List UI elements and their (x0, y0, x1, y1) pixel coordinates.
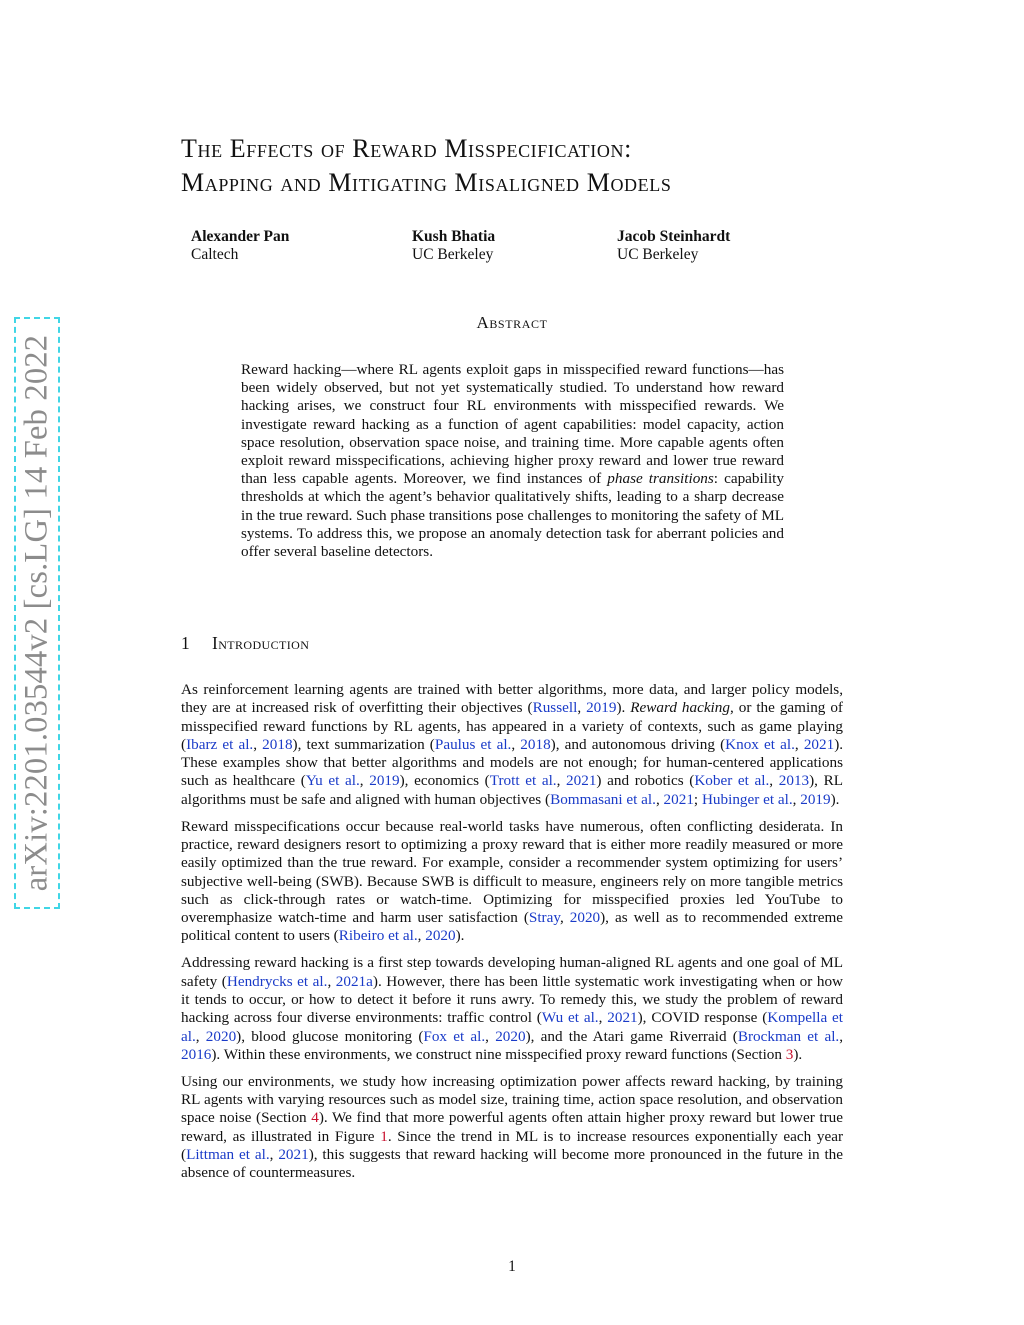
citation-link[interactable]: 2021 (607, 1009, 638, 1027)
author-1 (191, 228, 289, 264)
citation-link[interactable]: 2021 (663, 790, 694, 808)
body-paragraph (181, 1073, 843, 1183)
author-3 (617, 228, 730, 264)
text-run: , (485, 1027, 496, 1045)
citation-link[interactable]: Paulus et al. (434, 735, 512, 753)
text-run: As reinforcement learning agents are trained with better algorithms, more data, and larger policy models, they are at increased risk of overfitting their objectives ( (181, 681, 843, 717)
text-run: ). (455, 927, 465, 945)
author-affiliation: UC Berkeley (412, 246, 494, 263)
abstract-part-2: : capability thresholds at which the agent’s behavior qualitatively shifts, leading to a sharp decrease in the true reward. Such phase transitions pose challenges to monitoring the safety of ML systems. To address this, we propose an anomaly detection task for aberrant policies and offer several baseline detectors. (241, 470, 784, 561)
citation-link[interactable]: Bommasani et al. (550, 790, 656, 808)
text-run: , (794, 735, 804, 753)
abstract-part-1: Reward hacking—where RL agents exploit gaps in misspecified reward functions—has been widely observed, but not yet systematically studied. To understand how reward hacking arises, we construct four RL environments with misspecified rewards. We investigate reward hacking as a function of agent capabilities: model capacity, action space resolution, observation space noise, and training time. More capable agents often exploit reward misspecifications, achieving higher proxy reward and lower true reward than less capable agents. Moreover, we find instances of (241, 361, 784, 488)
citation-link[interactable]: Stray (528, 909, 560, 927)
section-title: Introduction (212, 633, 310, 653)
citation-link[interactable]: 2021 (566, 772, 597, 790)
citation-link[interactable]: Knox et al. (725, 735, 795, 753)
text-run: Addressing reward hacking is a first step towards developing human-aligned RL agents and one goal of ML safety ( (181, 954, 843, 990)
citation-link[interactable]: 2019 (586, 699, 617, 717)
title-line-1: The Effects of Reward Misspecification: (181, 134, 632, 163)
text-run: , (577, 699, 587, 717)
text-run: , (359, 772, 370, 790)
citation-link[interactable]: Wu et al. (541, 1009, 599, 1027)
intro-body (181, 681, 843, 1191)
text-run: ), this suggests that reward hacking will become more pronounced in the future in the absence of countermeasures. (181, 1145, 844, 1182)
abstract-text (241, 361, 784, 561)
abstract-emphasis: phase transitions (607, 470, 714, 488)
text-run: ). However, there has been little systematic work investigating when or how it tends to occur, or how to detect it before it runs awry. To remedy this, we study the problem of reward hacking across four diverse environments: traffic control ( (181, 972, 844, 1027)
text-run: , (327, 972, 336, 990)
text-run: , (655, 790, 664, 808)
text-run: ), and autonomous driving ( (550, 735, 726, 753)
body-paragraph (181, 954, 843, 1064)
author-name: Jacob Steinhardt (617, 228, 731, 245)
page-number: 1 (508, 1258, 516, 1275)
text-run: , (556, 772, 567, 790)
body-paragraph (181, 818, 843, 946)
citation-link[interactable]: 2020 (569, 909, 601, 927)
text-run: Reward misspecifications occur because real-world tasks have numerous, often conflicting desiderata. In practice, reward designers resort to optimizing a proxy reward that is either more readily measured or more easily optimized than the true reward. For example, consider a recommender system optimizing for users’ subjective well-being (SWB). Because SWB is difficult to measure, engineers rely on more tangible metrics such as click-through rates or watch-time. Optimizing for misspecified proxies led YouTube to overemphasize watch-time and harm user satisfaction ( (181, 817, 843, 927)
text-run: , (511, 735, 521, 753)
section-heading (181, 633, 309, 654)
citation-link[interactable]: 2013 (778, 772, 810, 790)
text-run: , or the gaming of misspecified reward functions by RL agents, has appeared in a variety of contexts, such as game playing ( (181, 699, 843, 753)
citation-link[interactable]: Russell (532, 699, 578, 717)
text-run: ), COVID response ( (637, 1009, 768, 1027)
text-run: ), text summarization ( (292, 735, 435, 753)
citation-link[interactable]: 2018 (520, 735, 551, 753)
emphasis-text: Reward hacking (630, 699, 730, 717)
text-run: , (417, 927, 426, 945)
text-run: ; (693, 790, 702, 808)
citation-link[interactable]: Trott et al. (489, 772, 557, 790)
abstract-heading: Abstract (476, 313, 548, 332)
text-run: ), as well as to recommended extreme political content to users ( (181, 909, 844, 945)
citation-link[interactable]: Kober et al. (694, 772, 770, 790)
text-run: Using our environments, we study how increasing optimization power affects reward hacking, by training RL agents with varying resources such as model size, training time, action space resolution, and observation space noise (Section (181, 1072, 843, 1127)
text-run: , (195, 1027, 206, 1045)
text-run: ). (830, 790, 840, 808)
citation-link[interactable]: 2020 (495, 1027, 526, 1045)
citation-link[interactable]: Hubinger et al. (701, 790, 793, 808)
text-run: , (559, 909, 570, 927)
citation-link[interactable]: 2020 (425, 927, 456, 945)
text-run: ), and the Atari game Riverraid ( (525, 1027, 738, 1045)
text-run: ). These examples show that better algorithms and models are not enough; for human-centered applications such as healthcare ( (181, 735, 844, 790)
citation-link[interactable]: Kompella et al. (181, 1009, 843, 1045)
text-run: , (598, 1009, 608, 1027)
text-run: ), blood glucose monitoring ( (236, 1027, 424, 1045)
citation-link[interactable]: Yu et al. (305, 772, 360, 790)
text-run: , (769, 772, 779, 790)
citation-link[interactable]: Ibarz et al. (186, 735, 254, 753)
cross-reference-link[interactable]: 4 (311, 1109, 319, 1127)
paper-title (181, 132, 901, 200)
citation-link[interactable]: Ribeiro et al. (338, 927, 418, 945)
body-paragraph (181, 681, 843, 809)
text-run: , (839, 1027, 844, 1045)
author-2 (412, 228, 495, 264)
text-run: ), economics ( (399, 772, 490, 790)
text-run: ). We find that more powerful agents often attain higher proxy reward but lower true reward, as illustrated in Figure (181, 1109, 843, 1145)
citation-link[interactable]: 2019 (369, 772, 400, 790)
text-run: , (253, 735, 263, 753)
citation-link[interactable]: 2016 (181, 1045, 212, 1063)
arxiv-stamp: arXiv:2201.03544v2 [cs.LG] 14 Feb 2022 (18, 334, 55, 892)
text-run: ). (616, 699, 631, 717)
text-run: ). (793, 1045, 803, 1063)
author-affiliation: Caltech (191, 246, 239, 263)
title-line-2: Mapping and Mitigating Misaligned Models (181, 168, 672, 197)
citation-link[interactable]: Hendrycks et al. (226, 972, 328, 990)
cross-reference-link[interactable]: 3 (785, 1045, 794, 1063)
citation-link[interactable]: Fox et al. (423, 1027, 486, 1045)
cross-reference-link[interactable]: 1 (380, 1127, 388, 1145)
text-run: . Since the trend in ML is to increase resources exponentially each year ( (181, 1127, 843, 1163)
citation-link[interactable]: 2021a (335, 972, 373, 990)
citation-link[interactable]: 2021 (278, 1145, 309, 1163)
citation-link[interactable]: Littman et al. (186, 1145, 270, 1163)
section-number: 1 (181, 633, 191, 653)
citation-link[interactable]: 2019 (800, 790, 831, 808)
arxiv-stamp-box (14, 317, 60, 909)
author-name: Kush Bhatia (412, 228, 496, 245)
text-run: ). Within these environments, we construct nine misspecified proxy reward functions (Section (211, 1045, 786, 1063)
citation-link[interactable]: 2018 (262, 735, 293, 753)
citation-link[interactable]: Brockman et al. (737, 1027, 840, 1045)
text-run: , (792, 790, 801, 808)
citation-link[interactable]: 2021 (803, 735, 835, 753)
author-name: Alexander Pan (191, 228, 290, 245)
text-run: , (269, 1145, 279, 1163)
text-run: ) and robotics ( (596, 772, 695, 790)
text-run: ), RL algorithms must be safe and aligned with human objectives ( (181, 772, 844, 808)
citation-link[interactable]: 2020 (205, 1027, 237, 1045)
author-affiliation: UC Berkeley (617, 246, 699, 263)
